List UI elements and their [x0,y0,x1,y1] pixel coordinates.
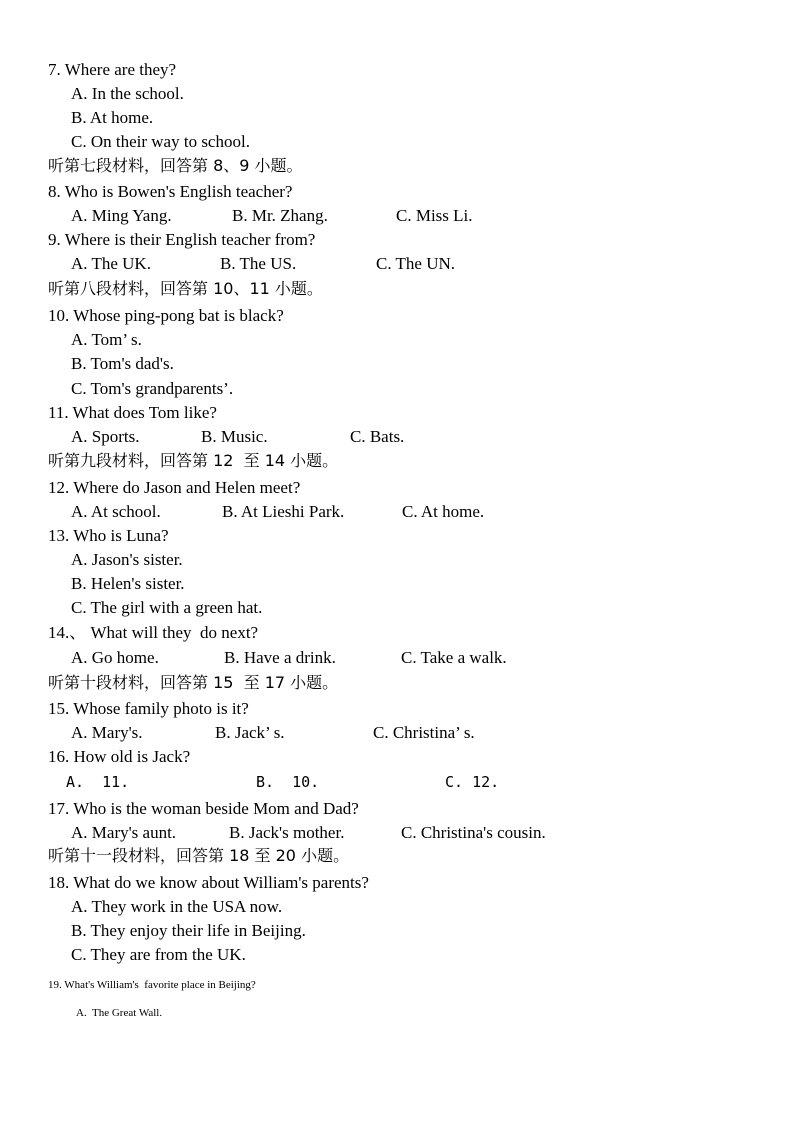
option-13c: C. The girl with a green hat. [71,598,263,617]
option-9b: B. The US. [220,254,297,273]
option-15b: B. Jack’ s. [215,723,285,742]
option-8c: C. Miss Li. [396,206,473,225]
option-11a: A. Sports. [71,427,140,446]
question-15: 15. Whose family photo is it? [48,699,249,718]
option-18b: B. They enjoy their life in Beijing. [71,921,306,940]
question-10: 10. Whose ping-pong bat is black? [48,306,284,325]
question-11: 11. What does Tom like? [48,403,217,422]
option-12c: C. At home. [402,502,485,521]
option-7a: A. In the school. [71,84,184,103]
section-instruction-9: 听第九段材料，回答第 12 至 14 小题。 [48,451,339,470]
question-19: 19. What's William's favorite place in Beijing? [48,979,256,991]
option-13b: B. Helen's sister. [71,574,185,593]
option-12a: A. At school. [71,502,161,521]
option-10a: A. Tom’ s. [71,330,142,349]
option-10b: B. Tom's dad's. [71,354,174,373]
section-instruction-10: 听第十段材料，回答第 15 至 17 小题。 [48,673,339,692]
option-17c: C. Christina's cousin. [401,823,546,842]
question-9: 9. Where is their English teacher from? [48,230,316,249]
option-15c: C. Christina’ s. [373,723,475,742]
option-9a: A. The UK. [71,254,151,273]
question-16: 16. How old is Jack? [48,747,191,766]
option-19a: A. The Great Wall. [76,1007,163,1019]
option-17b: B. Jack's mother. [229,823,345,842]
option-8a: A. Ming Yang. [71,206,172,225]
question-18: 18. What do we know about William's parents? [48,873,369,892]
question-8: 8. Who is Bowen's English teacher? [48,182,293,201]
option-7b: B. At home. [71,108,154,127]
option-18c: C. They are from the UK. [71,945,246,964]
option-14a: A. Go home. [71,648,159,667]
option-14c: C. Take a walk. [401,648,507,667]
option-8b: B. Mr. Zhang. [232,206,328,225]
option-17a: A. Mary's aunt. [71,823,177,842]
section-instruction-8: 听第八段材料，回答第 10、11 小题。 [48,279,323,298]
option-13a: A. Jason's sister. [71,550,183,569]
option-12b: B. At Lieshi Park. [222,502,345,521]
option-16b: B. 10. [256,773,320,791]
option-11c: C. Bats. [350,427,405,446]
option-10c: C. Tom's grandparents’. [71,379,234,398]
section-instruction-11: 听第十一段材料，回答第 18 至 20 小题。 [48,846,350,865]
section-instruction-7: 听第七段材料，回答第 8、9 小题。 [48,156,303,175]
question-13: 13. Who is Luna? [48,526,169,545]
option-7c: C. On their way to school. [71,132,250,151]
question-7: 7. Where are they? [48,60,177,79]
option-15a: A. Mary's. [71,723,143,742]
option-16c: C. 12. [445,773,500,791]
option-16a: A. 11. [66,773,130,791]
option-18a: A. They work in the USA now. [71,897,283,916]
question-12: 12. Where do Jason and Helen meet? [48,478,301,497]
question-14: 14.、 What will they do next? [48,623,259,642]
option-14b: B. Have a drink. [224,648,336,667]
option-9c: C. The UN. [376,254,456,273]
question-17: 17. Who is the woman beside Mom and Dad? [48,799,359,818]
option-11b: B. Music. [201,427,268,446]
